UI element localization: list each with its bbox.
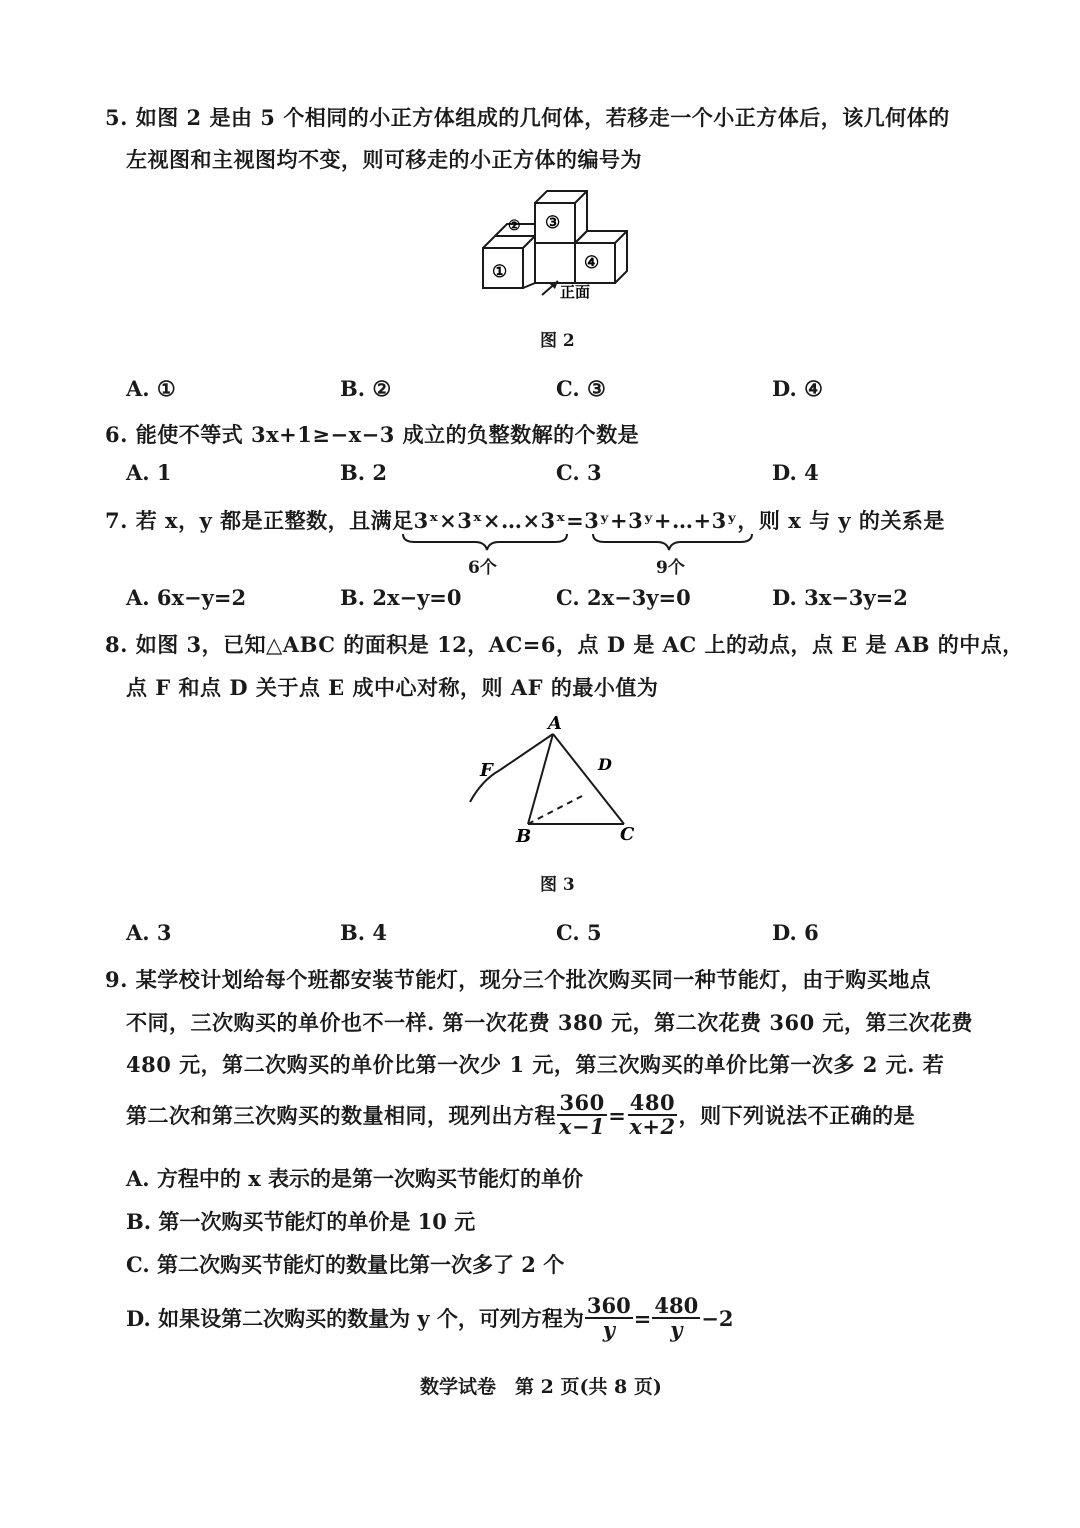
q8-option-b[interactable]: B. 4 <box>340 920 387 945</box>
side-ac <box>553 734 624 824</box>
q9-option-c[interactable]: C. 第二次购买节能灯的数量比第一次多了 2 个 <box>126 1252 565 1277</box>
q7-prefix: 7. 若 x，y 都是正整数，且满足 <box>105 508 414 533</box>
q6-option-c[interactable]: C. 3 <box>556 460 602 485</box>
front-label: 正面 <box>560 283 591 301</box>
cube-label-2: ② <box>508 218 521 234</box>
q9-fraction-2 <box>627 1092 677 1138</box>
q5-line1: 5. 如图 2 是由 5 个相同的小正方体组成的几何体，若移走一个小正方体后，该几何体的 <box>105 105 950 130</box>
q9-line4 <box>126 1092 915 1138</box>
q7-braces <box>395 530 765 554</box>
figure-2-caption: 图 2 <box>540 331 575 351</box>
q9-d-fraction-1-numerator: 360 <box>586 1293 631 1318</box>
q8-line1: 8. 如图 3，已知△ABC 的面积是 12，AC=6，点 D 是 AC 上的动点，点 E 是 AB 的中点， <box>105 632 1024 657</box>
point-f-label: F <box>480 760 493 781</box>
figure-3-caption: 图 3 <box>540 875 575 895</box>
q9-line4-prefix: 第二次和第三次购买的数量相同，现列出方程 <box>126 1103 556 1128</box>
q9-d-fraction-2-denominator: y <box>670 1317 683 1342</box>
q9-line4-suffix: ，则下列说法不正确的是 <box>678 1103 916 1128</box>
q5-option-c[interactable]: C. ③ <box>556 376 606 401</box>
q9-equals: = <box>608 1102 627 1128</box>
q9-option-d-prefix: D. 如果设第二次购买的数量为 y 个，可列方程为 <box>126 1306 584 1331</box>
dashed-segment <box>528 796 582 824</box>
point-c-label: C <box>620 824 635 845</box>
q9-option-b[interactable]: B. 第一次购买节能灯的单价是 10 元 <box>126 1209 476 1234</box>
q8-option-a[interactable]: A. 3 <box>126 920 172 945</box>
q7-option-d[interactable]: D. 3x−3y=2 <box>772 585 908 610</box>
q6-option-d[interactable]: D. 4 <box>772 460 819 485</box>
q5-option-a[interactable]: A. ① <box>126 376 176 401</box>
q9-fraction-2-denominator: x+2 <box>629 1114 676 1139</box>
q9-option-d[interactable] <box>126 1295 733 1341</box>
q7-option-b[interactable]: B. 2x−y=0 <box>340 585 462 610</box>
q7-suffix: ，则 x 与 y 的关系是 <box>737 508 945 533</box>
q7-right-expr: 3ʸ+3ʸ+…+3ʸ <box>584 508 738 533</box>
q7-left-expr: 3ˣ×3ˣ×…×3ˣ <box>413 508 567 533</box>
q9-line1: 9. 某学校计划给每个班都安装节能灯，现分三个批次购买同一种节能灯，由于购买地点 <box>105 967 932 992</box>
q9-option-a[interactable]: A. 方程中的 x 表示的是第一次购买节能灯的单价 <box>126 1166 584 1191</box>
q9-d-fraction-2-numerator: 480 <box>654 1293 699 1318</box>
q8-line2: 点 F 和点 D 关于点 E 成中心对称，则 AF 的最小值为 <box>126 675 659 700</box>
q7-eq: = <box>566 508 585 533</box>
cube-label-1: ① <box>492 262 508 282</box>
q9-d-fraction-2 <box>652 1295 700 1341</box>
q5-line2: 左视图和主视图均不变，则可移走的小正方体的编号为 <box>126 147 642 172</box>
point-d-label: D <box>598 755 612 774</box>
figure-3-triangle <box>460 710 650 850</box>
q7-right-count: 9个 <box>656 558 685 578</box>
q6-line1: 6. 能使不等式 3x+1≥−x−3 成立的负整数解的个数是 <box>105 422 640 447</box>
q6-option-a[interactable]: A. 1 <box>126 460 172 485</box>
q9-fraction-1-denominator: x−1 <box>559 1114 606 1139</box>
q9-d-equals: = <box>633 1305 652 1331</box>
q9-fraction-2-numerator: 480 <box>629 1090 676 1115</box>
page-footer: 数学试卷 第 2 页(共 8 页) <box>420 1376 662 1398</box>
q9-fraction-1-numerator: 360 <box>559 1090 605 1115</box>
q8-option-c[interactable]: C. 5 <box>556 920 602 945</box>
q5-option-d[interactable]: D. ④ <box>772 376 823 401</box>
q9-line3: 480 元，第二次购买的单价比第一次少 1 元，第三次购买的单价比第一次多 2 元. 若 <box>126 1052 945 1077</box>
figure-2-cubes <box>470 185 670 305</box>
point-a-label: A <box>548 713 562 734</box>
q8-option-d[interactable]: D. 6 <box>772 920 819 945</box>
q9-d-tail: −2 <box>701 1305 734 1331</box>
q6-option-b[interactable]: B. 2 <box>340 460 387 485</box>
q7-option-c[interactable]: C. 2x−3y=0 <box>556 585 691 610</box>
q5-option-b[interactable]: B. ② <box>340 376 392 401</box>
q9-fraction-1 <box>557 1092 607 1138</box>
q9-d-fraction-1 <box>585 1295 633 1341</box>
q7-option-a[interactable]: A. 6x−y=2 <box>126 585 247 610</box>
point-b-label: B <box>516 826 532 847</box>
cube-label-4: ④ <box>584 253 600 273</box>
q9-d-fraction-1-denominator: y <box>602 1317 615 1342</box>
q7-left-count: 6个 <box>468 558 497 578</box>
q9-line2: 不同，三次购买的单价也不一样. 第一次花费 380 元，第二次花费 360 元，第三次花费 <box>126 1010 974 1035</box>
cube-label-3: ③ <box>545 213 561 233</box>
